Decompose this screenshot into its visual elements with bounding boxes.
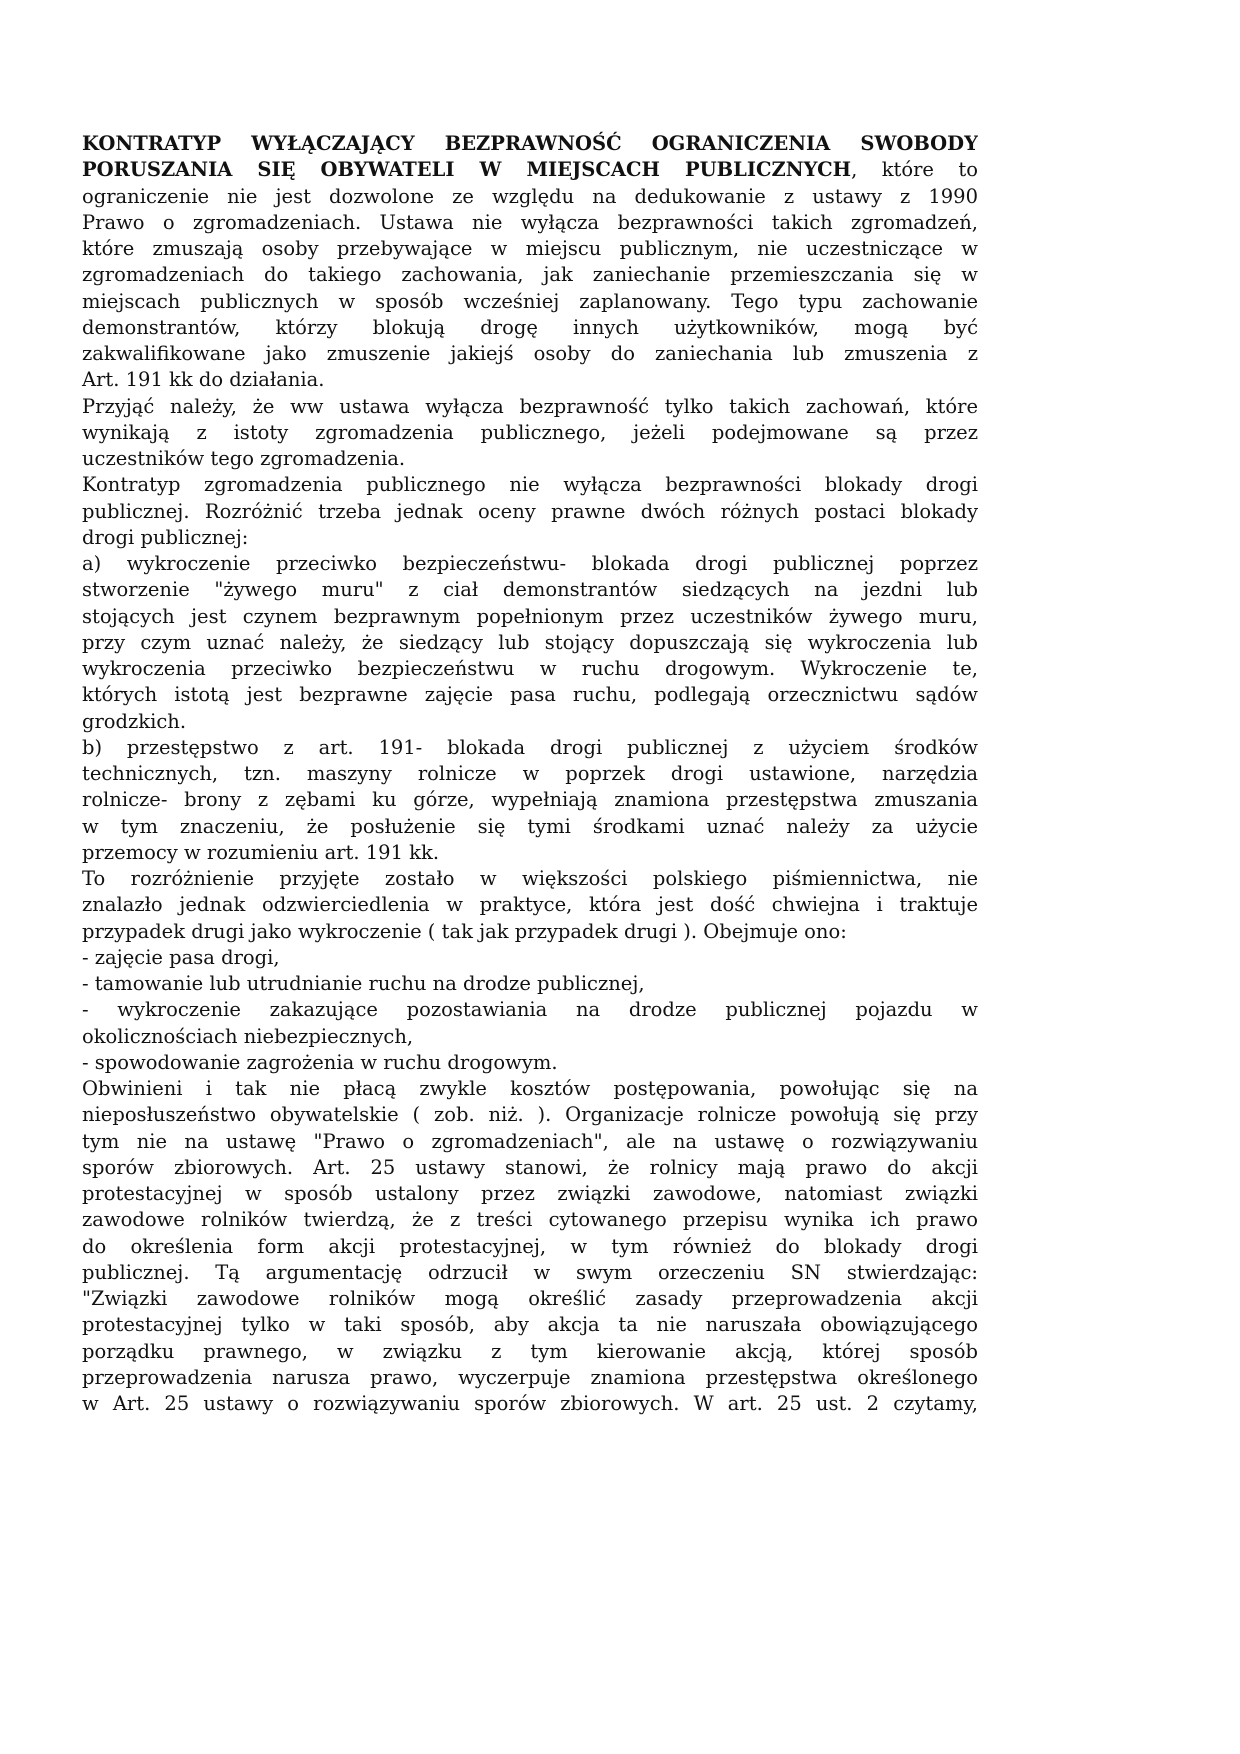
line-text: przemocy w rozumieniu art. 191 kk.	[82, 840, 440, 864]
text-line	[82, 525, 978, 551]
line-text: zgromadzeniach do takiego zachowania, jak zaniechanie przemieszczania się w	[82, 263, 978, 287]
line-text: wykroczenia przeciwko bezpieczeństwu w ruchu drogowym. Wykroczenie te,	[82, 657, 978, 680]
line-text: tym nie na ustawę "Prawo o zgromadzeniach", ale na ustawę o rozwiązywaniu	[82, 1129, 978, 1153]
line-text: ograniczenie nie jest dozwolone ze względu na dedukowanie z ustawy z 1990	[82, 184, 978, 208]
line-text: Art. 191 kk do działania.	[82, 368, 325, 392]
text-line	[82, 1129, 978, 1155]
line-text: stojących jest czynem bezprawnym popełnionym przez uczestników żywego muru,	[82, 604, 978, 628]
text-line	[82, 1050, 978, 1076]
line-text: sporów zbiorowych. Art. 25 ustawy stanowi, że rolnicy mają prawo do akcji	[82, 1155, 978, 1179]
line-text: protestacyjnej tylko w taki sposób, aby akcja ta nie naruszała obowiązującego	[82, 1313, 978, 1337]
text-line	[82, 1155, 978, 1181]
text-line	[82, 735, 978, 761]
text-line	[82, 1391, 978, 1417]
line-text: To rozróżnienie przyjęte zostało w większości polskiego piśmiennictwa, nie	[82, 867, 978, 890]
text-line	[82, 472, 978, 498]
line-text: - spowodowanie zagrożenia w ruchu drogowym.	[82, 1050, 558, 1074]
text-line	[82, 577, 978, 603]
text-line	[82, 630, 978, 656]
text-line	[82, 1076, 978, 1102]
text-line	[82, 1365, 978, 1391]
text-line	[82, 997, 978, 1023]
line-text: publicznej. Rozróżnić trzeba jednak oceny prawne dwóch różnych postaci blokady	[82, 499, 978, 523]
text-line	[82, 1260, 978, 1286]
text-line	[82, 1181, 978, 1207]
line-text: publicznej. Tą argumentację odrzucił w swym orzeczeniu SN stwierdzając:	[82, 1260, 978, 1284]
line-text: Obwinieni i tak nie płacą zwykle kosztów postępowania, powołując się na	[82, 1077, 978, 1100]
line-text: zakwalifikowane jako zmuszenie jakiejś osoby do zaniechania lub zmuszenia z	[82, 342, 978, 365]
text-line	[82, 866, 978, 892]
text-line	[82, 1207, 978, 1233]
document-body	[82, 131, 978, 1417]
line-text: Przyjąć należy, że ww ustawa wyłącza bezprawność tylko takich zachowań, które	[82, 394, 978, 418]
text-line	[82, 551, 978, 577]
text-line	[82, 184, 978, 210]
line-text: grodzkich.	[82, 709, 187, 733]
text-line	[82, 157, 978, 183]
line-text: technicznych, tzn. maszyny rolnicze w poprzek drogi ustawione, narzędzia	[82, 762, 978, 785]
line-text: wynikają z istoty zgromadzenia publicznego, jeżeli podejmowane są przez	[82, 420, 978, 444]
line-text: a) wykroczenie przeciwko bezpieczeństwu- blokada drogi publicznej poprzez	[82, 552, 978, 575]
text-line	[82, 814, 978, 840]
text-line	[82, 499, 978, 525]
text-line	[82, 656, 978, 682]
text-line	[82, 604, 978, 630]
line-text: zawodowe rolników twierdzą, że z treści cytowanego przepisu wynika ich prawo	[82, 1208, 978, 1232]
line-text: okolicznościach niebezpiecznych,	[82, 1024, 414, 1048]
line-text: przy czym uznać należy, że siedzący lub stojący dopuszczają się wykroczenia lub	[82, 630, 978, 654]
text-line	[82, 341, 978, 367]
line-text: porządku prawnego, w związku z tym kierowanie akcją, której sposób	[82, 1339, 978, 1363]
text-line	[82, 840, 978, 866]
line-text: w Art. 25 ustawy o rozwiązywaniu sporów zbiorowych. W art. 25 ust. 2 czytamy,	[82, 1392, 978, 1415]
text-line	[82, 1286, 978, 1312]
line-text: uczestników tego zgromadzenia.	[82, 447, 406, 470]
line-text: - tamowanie lub utrudnianie ruchu na drodze publicznej,	[82, 972, 645, 995]
text-line	[82, 709, 978, 735]
text-line	[82, 945, 978, 971]
line-text: b) przestępstwo z art. 191- blokada drogi publicznej z użyciem środków	[82, 735, 978, 759]
text-line	[82, 262, 978, 288]
text-line	[82, 761, 978, 787]
line-text: nieposłuszeństwo obywatelskie ( zob. niż. ). Organizacje rolnicze powołują się przy	[82, 1103, 978, 1127]
line-text: Prawo o zgromadzeniach. Ustawa nie wyłącza bezprawności takich zgromadzeń,	[82, 210, 978, 234]
text-line	[82, 682, 978, 708]
text-line	[82, 446, 978, 472]
line-text: których istotą jest bezprawne zajęcie pasa ruchu, podlegają orzecznictwu sądów	[82, 683, 978, 707]
line-text: drogi publicznej:	[82, 525, 249, 549]
line-text: demonstrantów, którzy blokują drogę innych użytkowników, mogą być	[82, 315, 978, 339]
bold-heading-text: PORUSZANIA SIĘ OBYWATELI W MIEJSCACH PUBLICZNYCH	[82, 158, 852, 182]
line-text: miejscach publicznych w sposób wcześniej zaplanowany. Tego typu zachowanie	[82, 289, 978, 313]
line-text: przeprowadzenia narusza prawo, wyczerpuje znamiona przestępstwa określonego	[82, 1365, 978, 1389]
line-text: przypadek drugi jako wykroczenie ( tak jak przypadek drugi ). Obejmuje ono:	[82, 919, 847, 943]
text-line	[82, 367, 978, 393]
text-line	[82, 210, 978, 236]
line-text: , które to	[851, 158, 978, 182]
text-line	[82, 892, 978, 918]
text-line	[82, 1339, 978, 1365]
text-line	[82, 394, 978, 420]
text-line	[82, 1102, 978, 1128]
line-text: znalazło jednak odzwierciedlenia w praktyce, która jest dość chwiejna i traktuje	[82, 893, 978, 917]
text-line	[82, 919, 978, 945]
text-line	[82, 1312, 978, 1338]
line-text: do określenia form akcji protestacyjnej, w tym również do blokady drogi	[82, 1234, 978, 1258]
text-line	[82, 236, 978, 262]
line-text: w tym znaczeniu, że posłużenie się tymi środkami uznać należy za użycie	[82, 814, 978, 838]
text-line	[82, 289, 978, 315]
line-text: "Związki zawodowe rolników mogą określić zasady przeprowadzenia akcji	[82, 1287, 978, 1310]
line-text: rolnicze- brony z zębami ku górze, wypełniają znamiona przestępstwa zmuszania	[82, 788, 978, 812]
line-text: - wykroczenie zakazujące pozostawiania na drodze publicznej pojazdu w	[82, 998, 978, 1022]
line-text: Kontratyp zgromadzenia publicznego nie wyłącza bezprawności blokady drogi	[82, 473, 978, 497]
line-text: protestacyjnej w sposób ustalony przez związki zawodowe, natomiast związki	[82, 1182, 978, 1205]
text-line	[82, 420, 978, 446]
text-line	[82, 971, 978, 997]
text-line	[82, 131, 978, 157]
line-text: stworzenie "żywego muru" z ciał demonstrantów siedzących na jezdni lub	[82, 578, 978, 602]
text-line	[82, 315, 978, 341]
text-line	[82, 787, 978, 813]
bold-heading-text: KONTRATYP WYŁĄCZAJĄCY BEZPRAWNOŚĆ OGRANICZENIA SWOBODY	[82, 132, 978, 155]
line-text: - zajęcie pasa drogi,	[82, 945, 280, 969]
line-text: które zmuszają osoby przebywające w miejscu publicznym, nie uczestniczące w	[82, 237, 978, 260]
text-line	[82, 1024, 978, 1050]
text-line	[82, 1234, 978, 1260]
